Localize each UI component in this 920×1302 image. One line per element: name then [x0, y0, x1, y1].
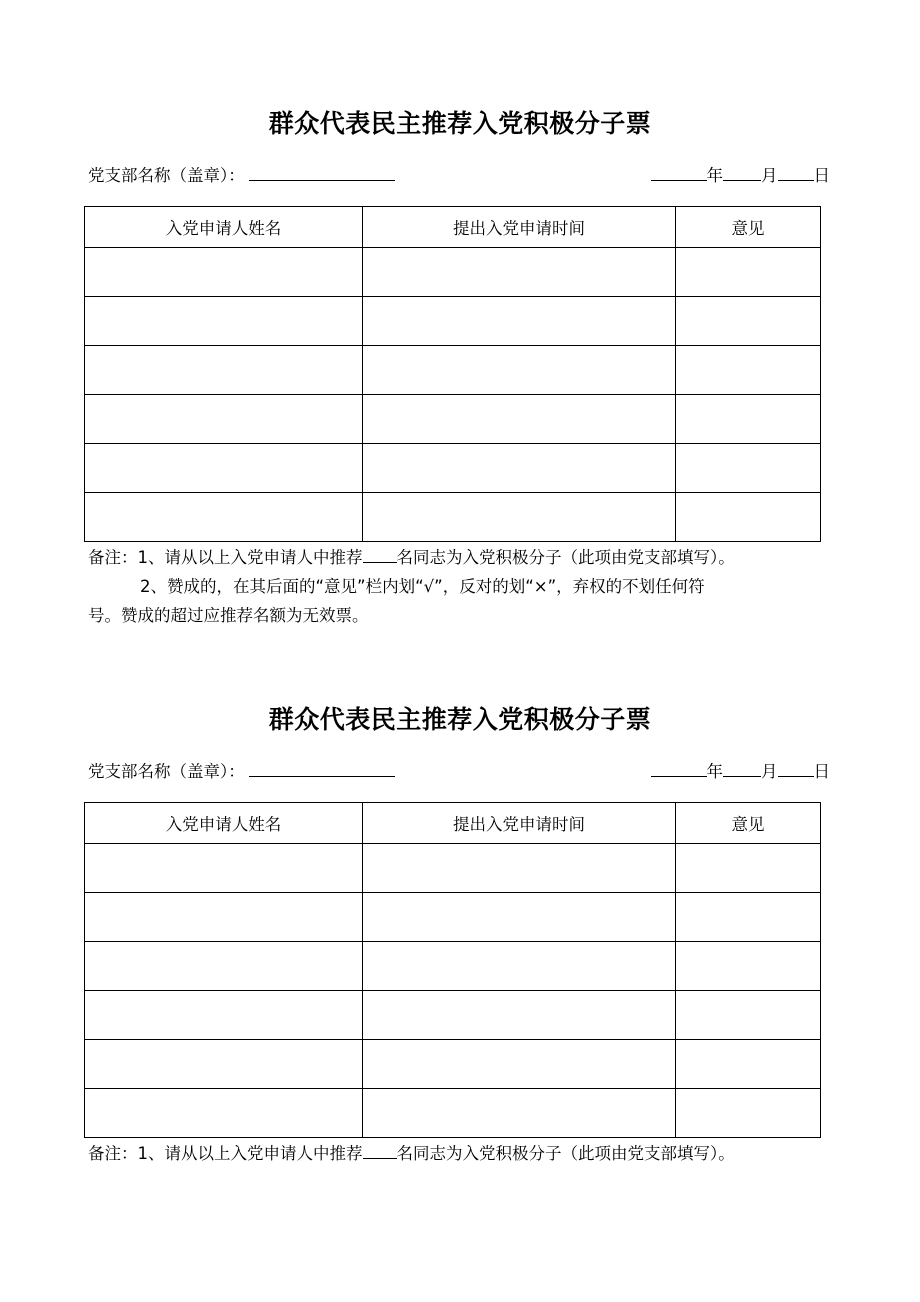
- time-cell[interactable]: [363, 844, 676, 893]
- header-applicant-name: 入党申请人姓名: [85, 207, 363, 248]
- note-item-1-text: 1、请从以上入党申请人中推荐: [137, 1144, 363, 1163]
- header-application-time: 提出入党申请时间: [363, 207, 676, 248]
- branch-date-row: [88, 758, 830, 782]
- opinion-cell[interactable]: [676, 444, 821, 493]
- note-item-1-text: 1、请从以上入党申请人中推荐: [137, 548, 363, 567]
- ballot-notes: [88, 543, 828, 630]
- day-label: 日: [813, 762, 830, 781]
- opinion-cell[interactable]: [676, 942, 821, 991]
- header-opinion: 意见: [676, 207, 821, 248]
- name-cell[interactable]: [85, 248, 363, 297]
- ballot-title: 群众代表民主推荐入党积极分子票: [268, 705, 652, 734]
- date-field: [651, 758, 831, 782]
- note-label: 备注：: [88, 548, 138, 567]
- table-row: [85, 444, 821, 493]
- time-cell[interactable]: [363, 493, 676, 542]
- opinion-cell[interactable]: [676, 248, 821, 297]
- header-applicant-name: 入党申请人姓名: [85, 803, 363, 844]
- table-row: [85, 1089, 821, 1138]
- opinion-cell[interactable]: [676, 346, 821, 395]
- opinion-cell[interactable]: [676, 893, 821, 942]
- table-row: [85, 844, 821, 893]
- year-label: 年: [706, 762, 723, 781]
- table-row: [85, 1040, 821, 1089]
- year-blank[interactable]: [651, 760, 707, 777]
- table-row: [85, 248, 821, 297]
- name-cell[interactable]: [85, 1089, 363, 1138]
- name-cell[interactable]: [85, 297, 363, 346]
- note-item-1: [88, 1139, 828, 1168]
- year-label: 年: [706, 166, 723, 185]
- name-cell[interactable]: [85, 493, 363, 542]
- recommend-count-blank[interactable]: [363, 546, 397, 563]
- time-cell[interactable]: [363, 395, 676, 444]
- note-item-1: [88, 543, 828, 572]
- name-cell[interactable]: [85, 893, 363, 942]
- branch-name-field: [88, 162, 395, 186]
- name-cell[interactable]: [85, 942, 363, 991]
- ballot-title: 群众代表民主推荐入党积极分子票: [268, 109, 652, 138]
- year-blank[interactable]: [651, 164, 707, 181]
- name-cell[interactable]: [85, 991, 363, 1040]
- name-cell[interactable]: [85, 844, 363, 893]
- note-label: 备注：: [88, 1144, 138, 1163]
- name-cell[interactable]: [85, 444, 363, 493]
- note-item-1-text-end: 名同志为入党积极分子（此项由党支部填写）。: [396, 1144, 735, 1163]
- branch-name-field: [88, 758, 395, 782]
- ballot-table: [84, 206, 821, 542]
- time-cell[interactable]: [363, 346, 676, 395]
- month-blank[interactable]: [723, 760, 761, 777]
- time-cell[interactable]: [363, 893, 676, 942]
- ballot-notes: [88, 1139, 828, 1168]
- header-opinion: 意见: [676, 803, 821, 844]
- time-cell[interactable]: [363, 1040, 676, 1089]
- opinion-cell[interactable]: [676, 493, 821, 542]
- table-row: [85, 991, 821, 1040]
- opinion-cell[interactable]: [676, 395, 821, 444]
- name-cell[interactable]: [85, 395, 363, 444]
- header-application-time: 提出入党申请时间: [363, 803, 676, 844]
- table-row: [85, 942, 821, 991]
- branch-name-label: 党支部名称（盖章）：: [88, 762, 245, 781]
- note-item-1-text-end: 名同志为入党积极分子（此项由党支部填写）。: [396, 548, 735, 567]
- time-cell[interactable]: [363, 1089, 676, 1138]
- ballot-table: [84, 802, 821, 1138]
- month-label: 月: [761, 166, 778, 185]
- time-cell[interactable]: [363, 444, 676, 493]
- opinion-cell[interactable]: [676, 1040, 821, 1089]
- note-item-2-cont: 号。赞成的超过应推荐名额为无效票。: [88, 606, 369, 625]
- day-label: 日: [813, 166, 830, 185]
- branch-name-blank[interactable]: [249, 164, 395, 181]
- table-row: [85, 346, 821, 395]
- opinion-cell[interactable]: [676, 1089, 821, 1138]
- recommend-count-blank[interactable]: [363, 1142, 397, 1159]
- day-blank[interactable]: [778, 164, 814, 181]
- month-blank[interactable]: [723, 164, 761, 181]
- time-cell[interactable]: [363, 942, 676, 991]
- name-cell[interactable]: [85, 346, 363, 395]
- opinion-cell[interactable]: [676, 297, 821, 346]
- table-row: [85, 395, 821, 444]
- table-row: [85, 893, 821, 942]
- name-cell[interactable]: [85, 1040, 363, 1089]
- branch-name-label: 党支部名称（盖章）：: [88, 166, 245, 185]
- day-blank[interactable]: [778, 760, 814, 777]
- table-row: [85, 297, 821, 346]
- date-field: [651, 162, 831, 186]
- branch-date-row: [88, 162, 830, 186]
- branch-name-blank[interactable]: [249, 760, 395, 777]
- table-row: [85, 493, 821, 542]
- note-item-2: 2、赞成的，在其后面的“意见”栏内划“√”，反对的划“×”，弃权的不划任何符: [140, 577, 705, 596]
- time-cell[interactable]: [363, 991, 676, 1040]
- opinion-cell[interactable]: [676, 991, 821, 1040]
- time-cell[interactable]: [363, 297, 676, 346]
- time-cell[interactable]: [363, 248, 676, 297]
- month-label: 月: [761, 762, 778, 781]
- opinion-cell[interactable]: [676, 844, 821, 893]
